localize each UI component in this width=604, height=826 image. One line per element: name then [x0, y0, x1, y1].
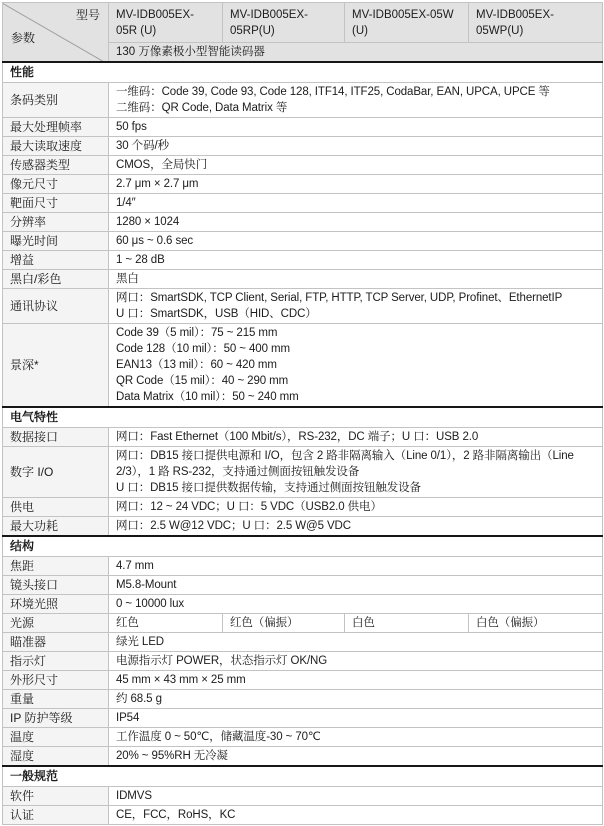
corner-cell [3, 3, 109, 63]
spec-row [3, 83, 603, 118]
spec-value: 网口：SmartSDK, TCP Client, Serial, FTP, HTTP, TCP Server, UDP, Profinet、EthernetIP U 口：SmartSDK，USB（HID、CDC） [109, 289, 603, 324]
spec-row [3, 747, 603, 767]
spec-row [3, 595, 603, 614]
spec-value: 工作温度 0 ~ 50℃，储藏温度-30 ~ 70℃ [109, 728, 603, 747]
spec-row [3, 447, 603, 498]
spec-label: 最大读取速度 [3, 137, 109, 156]
spec-row [3, 690, 603, 709]
spec-value-option: 红色（偏振） [223, 614, 345, 633]
spec-label: 温度 [3, 728, 109, 747]
product-description: 130 万像素极小型智能读码器 [109, 43, 603, 63]
spec-row [3, 156, 603, 175]
spec-value: 0 ~ 10000 lux [109, 595, 603, 614]
spec-label: 环境光照 [3, 595, 109, 614]
spec-label: 传感器类型 [3, 156, 109, 175]
spec-value: IP54 [109, 709, 603, 728]
spec-row [3, 137, 603, 156]
spec-table-body [3, 62, 603, 825]
spec-label: 最大功耗 [3, 517, 109, 537]
spec-value-option: 白色 [345, 614, 469, 633]
spec-label: IP 防护等级 [3, 709, 109, 728]
model-column-header: MV-IDB005EX-05WP(U) [469, 3, 603, 43]
spec-row [3, 633, 603, 652]
spec-row [3, 289, 603, 324]
spec-label: 数字 I/O [3, 447, 109, 498]
spec-label: 软件 [3, 787, 109, 806]
section-row [3, 407, 603, 428]
spec-row [3, 517, 603, 537]
spec-label: 焦距 [3, 557, 109, 576]
spec-row [3, 175, 603, 194]
spec-value-option: 红色 [109, 614, 223, 633]
spec-label: 指示灯 [3, 652, 109, 671]
spec-value: 4.7 mm [109, 557, 603, 576]
spec-label: 靶面尺寸 [3, 194, 109, 213]
spec-value: 60 μs ~ 0.6 sec [109, 232, 603, 251]
spec-value: 1/4″ [109, 194, 603, 213]
section-row [3, 536, 603, 557]
spec-value: 网口：Fast Ethernet（100 Mbit/s），RS-232，DC 端子；U 口：USB 2.0 [109, 428, 603, 447]
spec-label: 最大处理帧率 [3, 118, 109, 137]
spec-value: IDMVS [109, 787, 603, 806]
spec-row [3, 787, 603, 806]
spec-row [3, 498, 603, 517]
model-column-header: MV-IDB005EX-05R (U) [109, 3, 223, 43]
spec-row [3, 324, 603, 408]
spec-row [3, 557, 603, 576]
spec-row [3, 709, 603, 728]
spec-label: 黑白/彩色 [3, 270, 109, 289]
spec-value: 50 fps [109, 118, 603, 137]
spec-value: 绿光 LED [109, 633, 603, 652]
spec-row [3, 671, 603, 690]
spec-table-header [3, 3, 603, 63]
corner-param-label: 参数 [11, 31, 36, 45]
spec-label: 镜头接口 [3, 576, 109, 595]
spec-row [3, 270, 603, 289]
section-title: 性能 [3, 62, 603, 83]
spec-row [3, 728, 603, 747]
spec-row [3, 232, 603, 251]
spec-row [3, 213, 603, 232]
spec-value: 黑白 [109, 270, 603, 289]
spec-label: 分辨率 [3, 213, 109, 232]
spec-label: 湿度 [3, 747, 109, 767]
spec-value: 2.7 μm × 2.7 μm [109, 175, 603, 194]
spec-label: 认证 [3, 806, 109, 825]
spec-value: 约 68.5 g [109, 690, 603, 709]
spec-label: 通讯协议 [3, 289, 109, 324]
model-column-header: MV-IDB005EX-05RP(U) [223, 3, 345, 43]
spec-row [3, 251, 603, 270]
spec-label: 重量 [3, 690, 109, 709]
spec-value: 30 个码/秒 [109, 137, 603, 156]
spec-value: 电源指示灯 POWER，状态指示灯 OK/NG [109, 652, 603, 671]
spec-row [3, 194, 603, 213]
spec-table [2, 2, 603, 825]
spec-label: 曝光时间 [3, 232, 109, 251]
spec-row [3, 614, 603, 633]
spec-label: 条码类别 [3, 83, 109, 118]
spec-row [3, 118, 603, 137]
spec-row [3, 806, 603, 825]
spec-label: 瞄准器 [3, 633, 109, 652]
section-title: 电气特性 [3, 407, 603, 428]
spec-label: 数据接口 [3, 428, 109, 447]
section-title: 结构 [3, 536, 603, 557]
spec-row [3, 576, 603, 595]
section-row [3, 62, 603, 83]
spec-label: 景深* [3, 324, 109, 408]
spec-label: 外形尺寸 [3, 671, 109, 690]
section-title: 一般规范 [3, 766, 603, 787]
spec-value: 45 mm × 43 mm × 25 mm [109, 671, 603, 690]
spec-value: 1 ~ 28 dB [109, 251, 603, 270]
spec-value: 20% ~ 95%RH 无冷凝 [109, 747, 603, 767]
spec-value: 1280 × 1024 [109, 213, 603, 232]
spec-label: 供电 [3, 498, 109, 517]
model-column-header: MV-IDB005EX-05W (U) [345, 3, 469, 43]
spec-value: M5.8-Mount [109, 576, 603, 595]
spec-value: Code 39（5 mil）：75 ~ 215 mm Code 128（10 mil）：50 ~ 400 mm EAN13（13 mil）：60 ~ 420 mm QR Code（15 mil）：40 ~ 290 mm Data Matrix（10 mil）：50 ~ 240 mm [109, 324, 603, 408]
model-header-row [3, 3, 603, 43]
spec-row [3, 428, 603, 447]
spec-label: 像元尺寸 [3, 175, 109, 194]
spec-label: 光源 [3, 614, 109, 633]
spec-value: 网口：DB15 接口提供电源和 I/O，包含 2 路非隔离输入（Line 0/1），2 路非隔离输出（Line 2/3），1 路 RS-232，支持通过侧面按钮触发设备 U 口：DB15 接口提供数据传输，支持通过侧面按钮触发设备 [109, 447, 603, 498]
spec-label: 增益 [3, 251, 109, 270]
spec-value: 网口：12 ~ 24 VDC；U 口：5 VDC（USB2.0 供电） [109, 498, 603, 517]
section-row [3, 766, 603, 787]
spec-row [3, 652, 603, 671]
spec-value: CMOS，全局快门 [109, 156, 603, 175]
corner-model-label: 型号 [75, 8, 100, 22]
spec-value: 一维码：Code 39, Code 93, Code 128, ITF14, ITF25, CodaBar, EAN, UPCA, UPCE 等 二维码：QR Code, Data Matrix 等 [109, 83, 603, 118]
spec-value: 网口：2.5 W@12 VDC；U 口：2.5 W@5 VDC [109, 517, 603, 537]
spec-value-option: 白色（偏振） [469, 614, 603, 633]
spec-value: CE，FCC，RoHS，KC [109, 806, 603, 825]
